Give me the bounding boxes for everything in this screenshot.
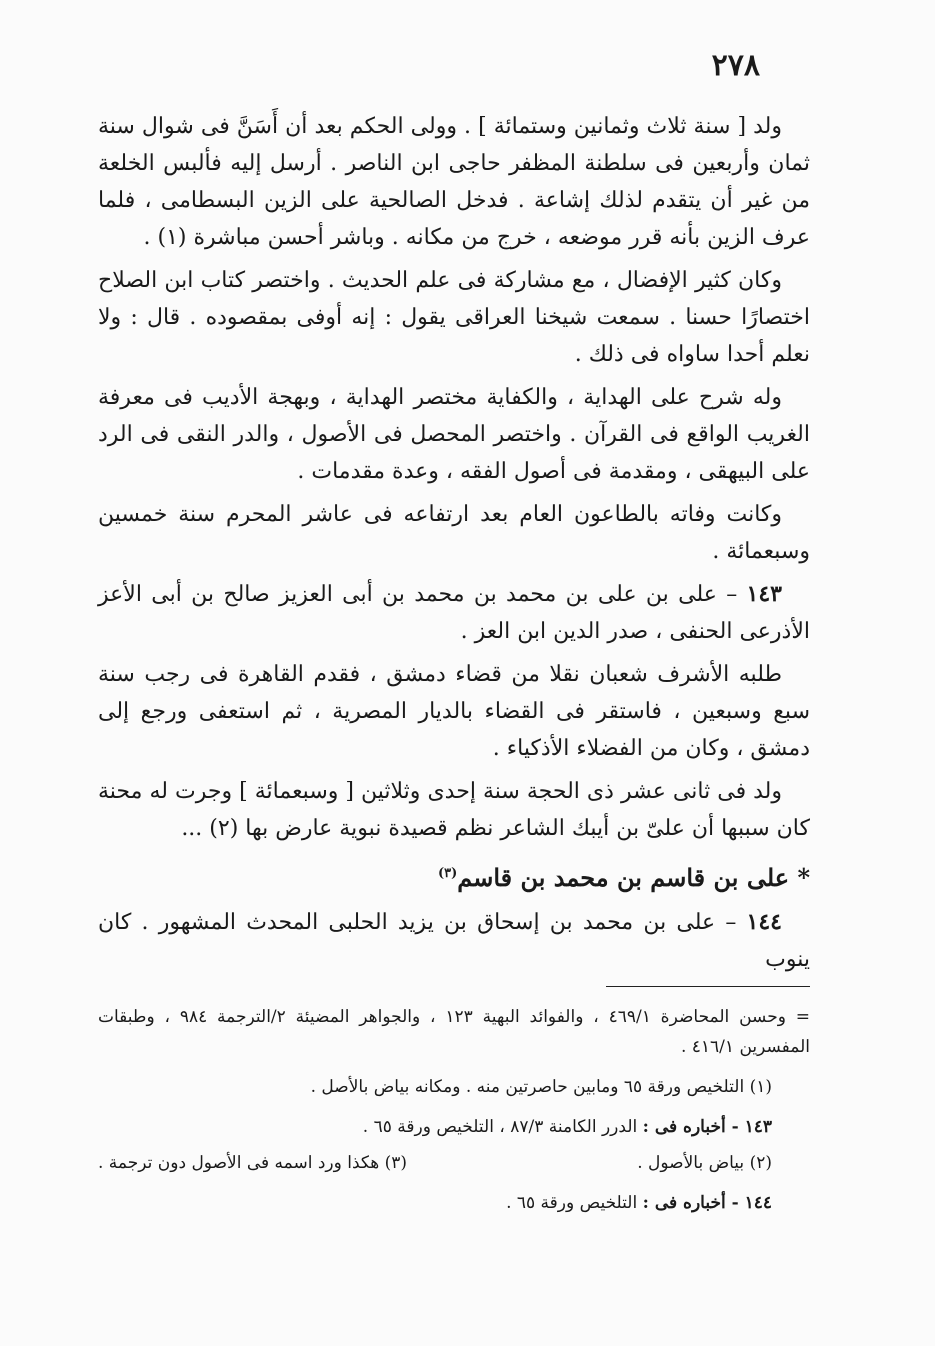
entry-144-title: – على بن محمد بن إسحاق بن يزيد الحلبى المحدث المشهور . كان ينوب <box>98 910 810 972</box>
footnotes-2-3-row <box>98 1148 810 1178</box>
footnote-continuation: = وحسن المحاضرة ٤٦٩/١ ، والفوائد البهية ١٢٣ ، والجواهر المضيئة ٢/الترجمة ٩٨٤ ، وطبقات المفسرين ٤١٦/١ . <box>98 1007 811 1057</box>
footnote-3: (٣) هكذا ورد اسمه فى الأصول دون ترجمة . <box>98 1153 408 1173</box>
entry-144-number: ١٤٤ <box>746 909 782 935</box>
sources-144-label: ١٤٤ - أخباره فى : <box>642 1193 772 1213</box>
entry-144-heading <box>98 904 810 978</box>
paragraph-virtues: وكان كثير الإفضال ، مع مشاركة فى علم الحديث . واختصر كتاب ابن الصلاح اختصارًا حسنا . سمعت شيخنا العراقى يقول : إنه أوفى بمقصوده . قال : ولا نعلم أحدا ساواه فى ذلك . <box>98 268 810 367</box>
sources-143-text: الدرر الكامنة ٨٧/٣ ، التلخيص ورقة ٦٥ . <box>362 1117 638 1137</box>
footnotes <box>98 1002 810 1224</box>
centered-name-text: * على بن قاسم بن محمد بن قاسم <box>457 863 810 892</box>
paragraph-birth-judgeship: ولد [ سنة ثلاث وثمانين وستمائة ] . وولى الحكم بعد أن أَسَنَّ فى شوال سنة ثمان وأربعين فى سلطنة المظفر حاجى ابن الناصر . أرسل إليه فألبس الخلعة من غير أن يتقدم لذلك إشاعة . فدخل الصالحية على الزين البسطامى ، فلما عرف الزين بأنه قرر موضعه ، خرج من مكانه . وباشر أحسن مباشرة (١) . <box>98 114 810 250</box>
paragraph-works: وله شرح على الهداية ، والكفاية مختصر الهداية ، وبهجة الأديب فى معرفة الغريب الواقع فى القرآن . واختصر المحصل فى الأصول ، والدر النقى فى الرد على البيهقى ، ومقدمة فى أصول الفقه ، وعدة مقدمات . <box>98 385 810 484</box>
entry-143-title: – على بن على بن محمد بن محمد بن أبى العزيز صالح بن أبى الأعز الأذرعى الحنفى ، صدر الدين ابن العز . <box>98 582 810 644</box>
page-number: ٢٧٨ <box>711 48 760 83</box>
main-text <box>98 108 810 984</box>
entry-143-number: ١٤٣ <box>746 581 782 607</box>
footnote-1: (١) التلخيص ورقة ٦٥ ومابين حاصرتين منه . ومكانه بياض بالأصل . <box>310 1077 772 1097</box>
sources-143 <box>98 1112 810 1142</box>
centered-name-heading <box>98 855 810 896</box>
sources-144 <box>98 1188 810 1218</box>
entry-143-heading <box>98 576 810 650</box>
sources-143-label: ١٤٣ - أخباره فى : <box>642 1117 772 1137</box>
entry-143-paragraph: ولد فى ثانى عشر ذى الحجة سنة إحدى وثلاثين [ وسبعمائة ] وجرت له محنة كان سببها أن علىّ بن أيبك الشاعر نظم قصيدة نبوية عارض بها (٢) ... <box>98 779 810 841</box>
sources-144-text: التلخيص ورقة ٦٥ . <box>506 1193 638 1213</box>
entry-143-paragraph: طلبه الأشرف شعبان نقلا من قضاء دمشق ، فقدم القاهرة فى رجب سنة سبع وسبعين ، فاستقر فى القضاء بالديار المصرية ، ثم استعفى ورجع إلى دمشق ، وكان من الفضلاء الأذكياء . <box>98 662 810 761</box>
footnote-marker: (٣) <box>437 866 458 881</box>
footnote-2: (٢) بياض بالأصول . <box>637 1153 772 1173</box>
paragraph-death: وكانت وفاته بالطاعون العام بعد ارتفاعه فى عاشر المحرم سنة خمسين وسبعمائة . <box>98 502 810 564</box>
footnote-divider <box>606 986 810 987</box>
